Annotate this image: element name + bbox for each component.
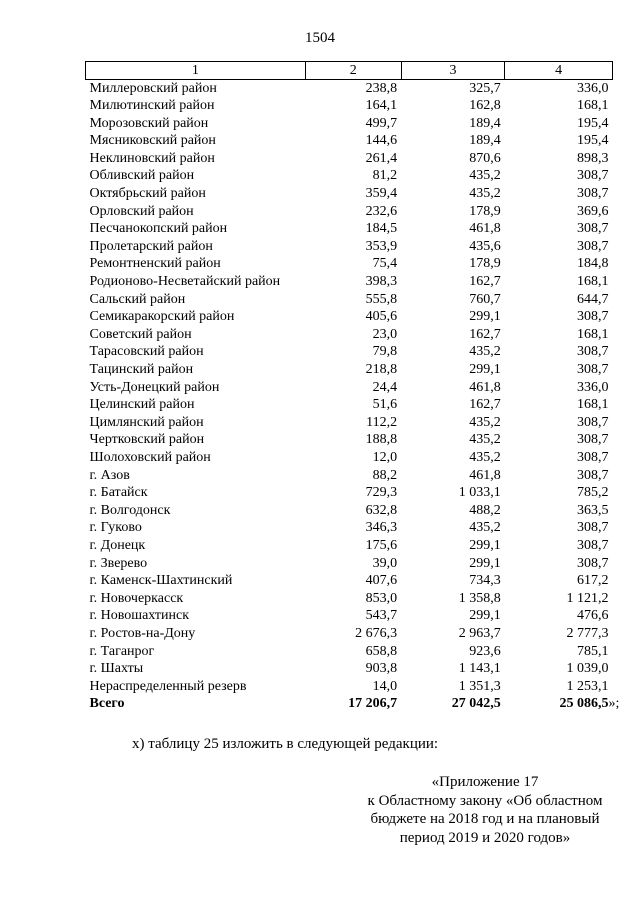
region-name: Милютинский район	[89, 98, 215, 114]
value-col3: 435,2	[469, 414, 501, 430]
value-col3: 488,2	[469, 502, 501, 518]
value-col4: 2 777,3	[566, 625, 609, 641]
budget-table	[85, 61, 620, 713]
value-col2: 39,0	[372, 555, 398, 571]
value-col3: 435,2	[469, 432, 501, 448]
table-row	[86, 291, 613, 309]
value-col2: 359,4	[365, 186, 398, 202]
table-row	[86, 203, 613, 221]
value-col2: 407,6	[365, 573, 398, 589]
value-col2: 23,0	[372, 326, 398, 342]
region-name: Морозовский район	[89, 115, 209, 131]
value-col3: 162,7	[469, 397, 501, 413]
region-name: Родионово-Несветайский район	[89, 274, 281, 290]
value-col2: 903,8	[365, 661, 398, 677]
table-row	[86, 467, 613, 485]
region-name: Нераспределенный резерв	[89, 678, 247, 694]
table-row	[86, 397, 613, 415]
table-row	[86, 344, 613, 362]
value-col3: 2 963,7	[458, 625, 501, 641]
region-name: Тацинский район	[89, 362, 194, 377]
total-label: Всего	[89, 696, 125, 712]
appendix-line: к Областному закону «Об областном	[367, 792, 603, 809]
region-name: Сальский район	[89, 291, 186, 307]
table-row	[86, 449, 613, 467]
table-row	[86, 625, 613, 643]
value-col2: 14,0	[372, 678, 398, 694]
value-col4: 1 121,2	[566, 590, 609, 606]
region-name: Усть-Донецкий район	[89, 379, 220, 395]
region-name: Семикаракорский район	[89, 309, 235, 325]
value-col2: 188,8	[365, 432, 398, 448]
total-col4: 25 086,5	[559, 696, 609, 712]
value-col2: 164,1	[365, 98, 398, 114]
value-col3: 435,2	[469, 344, 501, 360]
value-col4: 785,1	[577, 643, 609, 659]
value-col3: 435,2	[469, 449, 501, 465]
table-row	[86, 274, 613, 292]
value-col3: 1 358,8	[458, 590, 501, 606]
value-col4: 336,0	[577, 80, 609, 96]
value-col3: 162,7	[469, 326, 501, 342]
table-row	[86, 115, 613, 133]
value-col4: 308,7	[577, 467, 609, 483]
value-col2: 184,5	[365, 221, 398, 237]
table-row	[86, 133, 613, 151]
value-col3: 435,2	[469, 520, 501, 536]
table-row	[86, 573, 613, 591]
value-col2: 632,8	[365, 502, 398, 518]
table-row	[86, 221, 613, 239]
value-col3: 760,7	[469, 291, 501, 307]
value-col3: 189,4	[469, 133, 501, 149]
total-row	[86, 696, 613, 714]
region-name: г. Донецк	[89, 537, 146, 553]
region-name: Советский район	[89, 326, 192, 342]
closing-quote: »;	[608, 696, 620, 712]
column-header: 2	[305, 62, 401, 80]
table-row	[86, 238, 613, 256]
value-col2: 112,2	[366, 414, 398, 430]
region-name: Неклиновский район	[89, 150, 215, 166]
table-row	[86, 256, 613, 274]
value-col4: 195,4	[577, 133, 609, 149]
value-col4: 308,7	[577, 168, 609, 184]
value-col2: 543,7	[365, 608, 398, 624]
value-col4: 1 253,1	[566, 678, 609, 694]
appendix-line: «Приложение 17	[431, 774, 539, 790]
value-col2: 398,3	[365, 274, 398, 290]
column-header: 1	[86, 62, 306, 80]
table-row	[86, 186, 613, 204]
value-col2: 232,6	[365, 203, 398, 219]
value-col2: 12,0	[372, 449, 398, 465]
value-col2: 499,7	[365, 115, 398, 131]
value-col3: 299,1	[469, 309, 501, 325]
value-col4: 644,7	[577, 291, 609, 307]
value-col2: 261,4	[365, 150, 398, 166]
region-name: г. Новочеркасск	[89, 590, 184, 606]
value-col4: 168,1	[577, 326, 609, 342]
table-row	[86, 485, 613, 503]
region-name: г. Батайск	[89, 485, 148, 501]
page-number: 1504	[305, 30, 335, 46]
value-col2: 75,4	[372, 256, 398, 272]
region-name: г. Зверево	[89, 555, 148, 571]
region-name: г. Каменск-Шахтинский	[89, 573, 233, 589]
value-col3: 299,1	[469, 608, 501, 624]
value-col3: 870,6	[469, 150, 501, 166]
column-header: 3	[401, 62, 505, 80]
value-col2: 144,6	[365, 133, 398, 149]
region-name: Шолоховский район	[89, 449, 211, 465]
value-col2: 88,2	[372, 467, 398, 483]
value-col3: 299,1	[469, 537, 501, 553]
value-col2: 353,9	[365, 238, 398, 254]
value-col2: 81,2	[372, 168, 398, 184]
value-col3: 162,8	[469, 98, 501, 114]
value-col2: 79,8	[372, 344, 398, 360]
value-col4: 308,7	[577, 555, 609, 571]
region-name: Орловский район	[89, 203, 194, 219]
region-name: Пролетарский район	[89, 238, 213, 254]
table-row	[86, 80, 613, 98]
region-name: Песчанокопский район	[89, 221, 228, 237]
value-col4: 308,7	[577, 449, 609, 465]
value-col2: 729,3	[365, 485, 398, 501]
table-row	[86, 520, 613, 538]
appendix-line: бюджете на 2018 год и на плановый	[370, 811, 600, 827]
table-row	[86, 537, 613, 555]
value-col2: 218,8	[365, 362, 398, 377]
value-col4: 308,7	[577, 432, 609, 448]
value-col4: 308,7	[577, 186, 609, 202]
table-row	[86, 661, 613, 679]
value-col4: 168,1	[577, 98, 609, 114]
table-header-row	[86, 62, 613, 80]
value-col4: 336,0	[577, 379, 609, 395]
table-row	[86, 150, 613, 168]
value-col4: 308,7	[577, 520, 609, 536]
value-col4: 308,7	[577, 221, 609, 237]
value-col2: 2 676,3	[355, 625, 398, 641]
value-col2: 555,8	[365, 291, 398, 307]
value-col2: 238,8	[365, 80, 398, 96]
value-col2: 346,3	[365, 520, 398, 536]
table-row	[86, 555, 613, 573]
value-col4: 785,2	[577, 485, 609, 501]
value-col3: 1 351,3	[458, 678, 501, 694]
value-col3: 178,9	[469, 256, 501, 272]
region-name: Миллеровский район	[89, 80, 217, 96]
region-name: Октябрьский район	[89, 186, 206, 202]
value-col2: 853,0	[365, 590, 398, 606]
table-row	[86, 309, 613, 327]
value-col3: 734,3	[469, 573, 501, 589]
region-name: г. Гуково	[89, 520, 142, 536]
value-col3: 435,2	[469, 168, 501, 184]
value-col3: 178,9	[469, 203, 501, 219]
region-name: г. Волгодонск	[89, 502, 171, 518]
region-name: Ремонтненский район	[89, 256, 221, 272]
region-name: Тарасовский район	[89, 344, 204, 360]
value-col3: 325,7	[469, 80, 501, 96]
value-col4: 308,7	[577, 309, 609, 325]
table-row	[86, 379, 613, 397]
region-name: г. Шахты	[89, 661, 144, 677]
appendix-header	[350, 773, 620, 847]
total-col3: 27 042,5	[451, 696, 501, 712]
value-col3: 189,4	[469, 115, 501, 131]
value-col3: 299,1	[469, 555, 501, 571]
value-col2: 658,8	[365, 643, 398, 659]
value-col4: 308,7	[577, 537, 609, 553]
region-name: Мясниковский район	[89, 133, 216, 149]
value-col4: 308,7	[577, 362, 609, 377]
value-col4: 369,6	[577, 203, 609, 219]
value-col2: 51,6	[372, 397, 398, 413]
table-row	[86, 326, 613, 344]
value-col4: 168,1	[577, 397, 609, 413]
value-col4: 617,2	[577, 573, 609, 589]
region-name: Обливский район	[89, 168, 195, 184]
value-col3: 435,2	[469, 186, 501, 202]
column-header: 4	[505, 62, 613, 80]
value-col4: 898,3	[577, 150, 609, 166]
value-col2: 24,4	[372, 379, 398, 395]
value-col3: 1 033,1	[458, 485, 501, 501]
region-name: г. Азов	[89, 467, 130, 483]
table-row	[86, 168, 613, 186]
value-col3: 923,6	[469, 643, 501, 659]
value-col4: 195,4	[577, 115, 609, 131]
value-col2: 405,6	[365, 309, 398, 325]
table-body	[86, 80, 613, 696]
value-col4: 1 039,0	[566, 661, 609, 677]
value-col3: 461,8	[469, 467, 501, 483]
value-col4: 308,7	[577, 414, 609, 430]
appendix-line: период 2019 и 2020 годов»	[399, 829, 571, 846]
value-col4: 184,8	[577, 256, 609, 272]
value-col4: 308,7	[577, 238, 609, 254]
total-col4-cell	[505, 696, 620, 714]
value-col3: 1 143,1	[458, 661, 501, 677]
region-name: г. Ростов-на-Дону	[89, 625, 196, 641]
table-row	[86, 678, 613, 696]
table-row	[86, 98, 613, 116]
total-col2: 17 206,7	[348, 696, 398, 712]
value-col3: 461,8	[469, 221, 501, 237]
table-row	[86, 608, 613, 626]
table-row	[86, 362, 613, 380]
value-col3: 299,1	[469, 362, 501, 377]
value-col2: 175,6	[365, 537, 398, 553]
region-name: Целинский район	[89, 397, 195, 413]
value-col4: 308,7	[577, 344, 609, 360]
value-col3: 162,7	[469, 274, 501, 290]
table-row	[86, 414, 613, 432]
table-row	[86, 590, 613, 608]
table-row	[86, 502, 613, 520]
region-name: г. Новошахтинск	[89, 608, 190, 624]
value-col4: 168,1	[577, 274, 609, 290]
value-col3: 461,8	[469, 379, 501, 395]
instruction-text: х) таблицу 25 изложить в следующей редакции:	[132, 736, 439, 752]
region-name: Цимлянский район	[89, 414, 204, 430]
table-row	[86, 643, 613, 661]
region-name: г. Таганрог	[89, 643, 155, 659]
value-col4: 476,6	[577, 608, 609, 624]
value-col4: 363,5	[577, 502, 609, 518]
region-name: Чертковский район	[89, 432, 205, 448]
table-row	[86, 432, 613, 450]
value-col3: 435,6	[469, 238, 501, 254]
